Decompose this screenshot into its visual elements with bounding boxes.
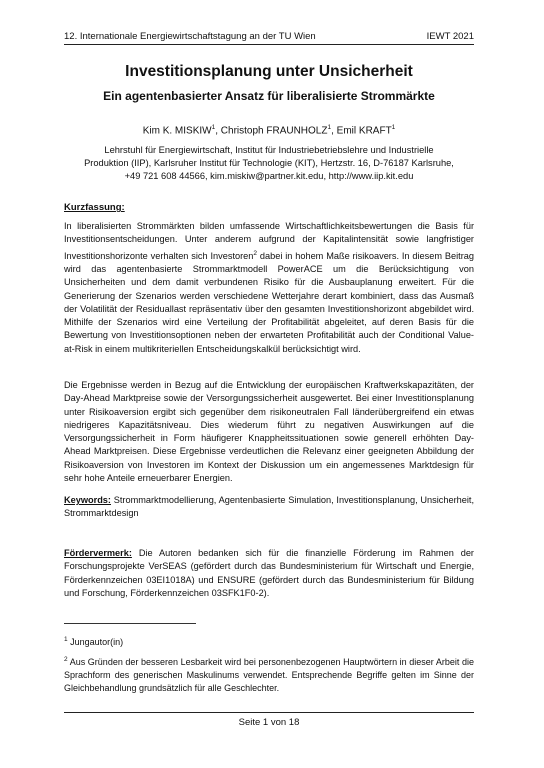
author-name: Kim K. MISKIW (142, 125, 212, 137)
author-list: Kim K. MISKIW$^1$, Christoph FRAUNHOLZ$^1$, Emil KRAFT$^1$ (142, 124, 396, 137)
footer-divider (64, 712, 474, 713)
running-header (64, 31, 474, 45)
author-name: Emil KRAFT (336, 125, 392, 137)
abstract-paragraph-1 (64, 220, 474, 356)
affiliation-block (64, 144, 474, 183)
affiliation-line: Lehrstuhl für Energiewirtschaft, Institut für Industriebetriebslehre und Industrielle (104, 145, 434, 155)
funding-label: Fördervermerk: (64, 548, 132, 558)
footnote-text: Aus Gründen der besseren Lesbarkeit wird bei personenbezogenen Hauptwörtern in dieser Arbeit die Sprachform des generischen Maskulinums verwendet. Entsprechende Begriffe gelten im Sinne der Gleichbehandlung grundsätzlich für alle Geschlechter. (64, 657, 474, 693)
footnote-1 (64, 633, 474, 649)
page-number: Seite 1 von 18 (238, 717, 300, 728)
footnote-mark: 2 (64, 656, 68, 663)
author-name: Christoph FRAUNHOLZ (220, 125, 328, 137)
funding-text: Die Autoren bedanken sich für die finanzielle Förderung im Rahmen der Forschungsprojekte VerSEAS (gefördert durch das Bundesministerium für Wirtschaft und Energie, Förderkennzeichen 03EI1018A) und ENSURE (gefördert durch das Bundesministerium für Bildung und Forschung, Förderkennzeichen 03SFK1F0-2). (64, 548, 474, 598)
keywords (64, 494, 474, 521)
keywords-text: Strommarktmodellierung, Agentenbasierte Simulation, Investitionsplanung, Unsicherheit, Strommarktdesign (64, 495, 474, 519)
footnote-2 (64, 653, 474, 695)
affiliation-line: +49 721 608 44566, kim.miskiw@partner.kit.edu, http://www.iip.kit.edu (124, 171, 414, 181)
keywords-label: Keywords: (64, 495, 111, 505)
author-affil-mark: 1 (211, 124, 216, 131)
header-short-name: IEWT 2021 (426, 31, 474, 42)
paper-title: Investitionsplanung unter Unsicherheit (125, 63, 413, 80)
funding-note (64, 547, 474, 600)
abstract-heading: Kurzfassung: (64, 202, 125, 213)
footnote-ref: 2 (253, 249, 258, 257)
abstract-paragraph-2: Die Ergebnisse werden in Bezug auf die Entwicklung der europäischen Kraftwerkskapazitäten, der Day-Ahead Marktpreise sowie der Versorgungssicherheit ausgewertet. Bei einer Investitionsplanung unter Risikoaversion ergibt sich gegenüber dem risikoneutralen Fall länderübergreifend ein etwas niedrigeres Kapazitätsniveau. Dies wiederum führt zu negativen Auswirkungen auf die Versorgungssicherheit in Form häufigerer Knappheitssituationen sowie generell erhöhten Day-Ahead Marktpreisen. Diese Ergebnisse verdeutlichen die Relevanz einer geeigneten Abbildung der Risikoaversion von Investoren im Kontext der Diskussion um ein angemessenes Marktdesign für sehr hohe Anteile erneuerbarer Energien. (64, 380, 474, 484)
header-conference: 12. Internationale Energiewirtschaftstagung an der TU Wien (64, 31, 316, 42)
footnote-text: Jungautor(in) (67, 637, 124, 647)
footnote-divider (64, 623, 196, 624)
footnote-mark: 1 (64, 636, 68, 643)
abstract-text: dabei in hohem Maße risikoavers. In diesem Beitrag wird das agentenbasierte Strommarktmodell PowerACE um die Berücksichtigung von Unsicherheiten und dem damit verbundenen Risiko für die Ausbauplanung erweitert. Für die Generierung der Szenarios werden verschiedene Wetterjahre derart kombiniert, dass das Ausmaß der Volatilität der Residuallast repräsentativ über den gesamten Investitionshorizont abgebildet wird. Mithilfe der Szenarios wird eine Verteilung der Profitabilität abgeleitet, auf deren Basis für die Bewertung von Investitionsoptionen neben der erwarteten Profitabilität auch der Conditional Value-at-Risk in einem multikriteriellen Entscheidungskalkül berücksichtigt wird. (64, 250, 474, 354)
abstract-text: In liberalisierten Strommärkten bilden umfassende Wirtschaftlichkeitsbewertungen die Basis für Investitionsentscheidungen. Unter anderem aufgrund der Kapitalintensität sowie langfristiger Investitionshorizonte verhalten sich Investoren (64, 221, 474, 261)
affiliation-line: Produktion (IIP), Karlsruher Institut für Technologie (KIT), Hertzstr. 16, D-76187 Karlsruhe, (84, 158, 454, 168)
paper-subtitle: Ein agentenbasierter Ansatz für liberalisierte Strommärkte (103, 89, 435, 103)
author-affil-mark: 1 (327, 124, 332, 131)
author-affil-mark: 1 (391, 124, 396, 131)
